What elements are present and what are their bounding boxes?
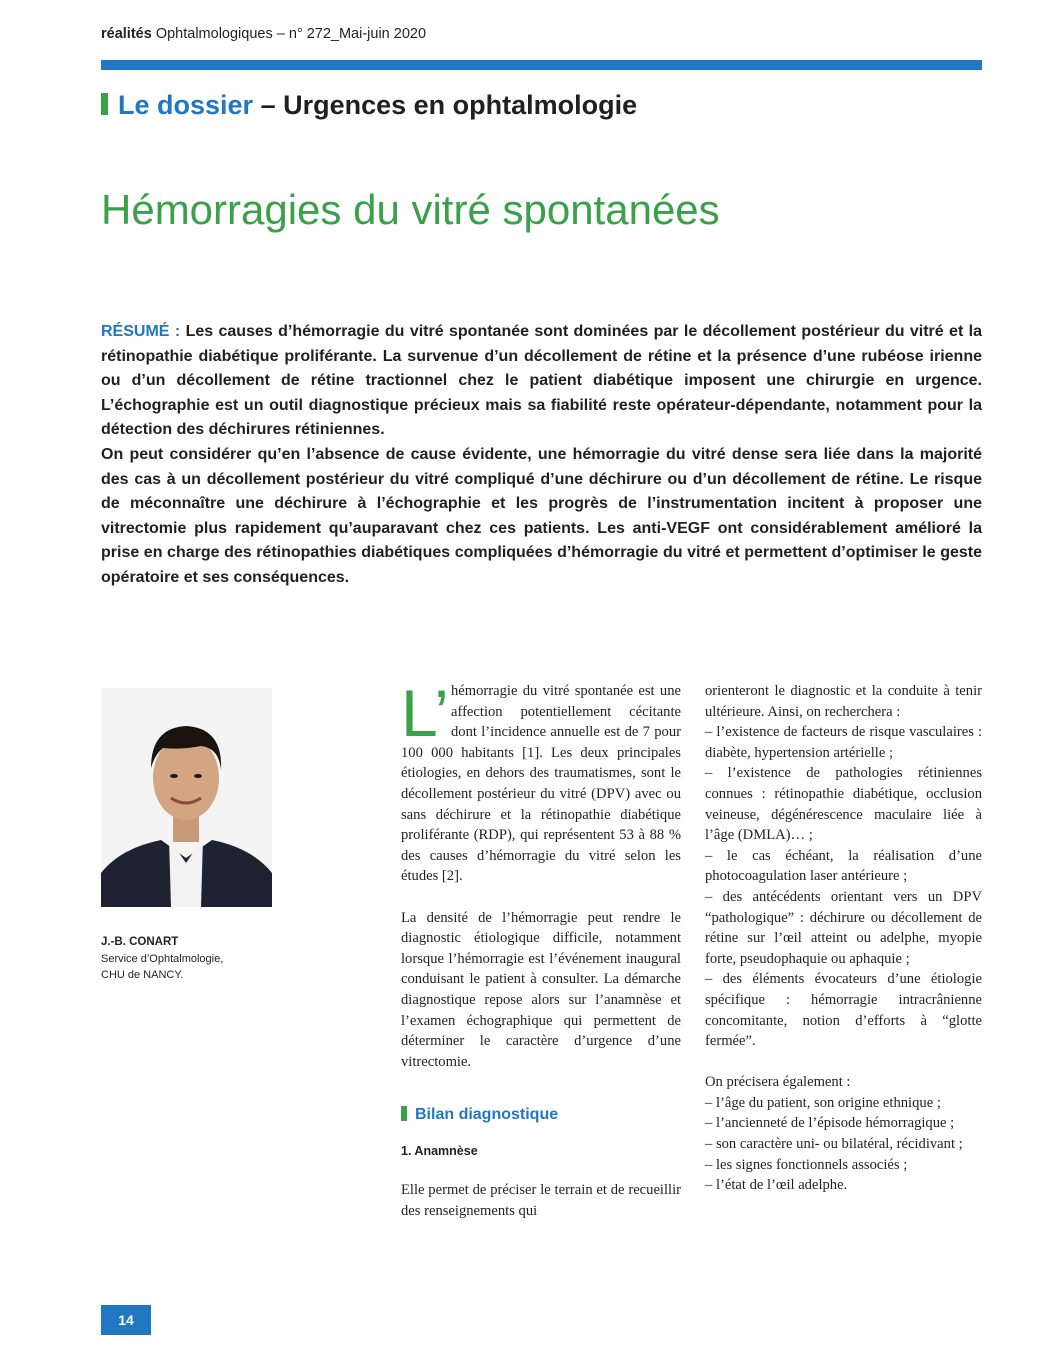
header-rule [101,60,982,70]
journal-brand: réalités [101,26,152,42]
list2-intro: On précisera également : [705,1074,851,1091]
list-item: – l’âge du patient, son origine ethnique ; [705,1094,941,1111]
section-title-text: Bilan diagnostique [415,1105,559,1123]
drop-cap: L’ [401,676,449,750]
section-heading [101,90,637,121]
list-item: – l’existence de pathologies rétiniennes connues : rétinopathie diabétique, occlusion veineuse, dégénérescence maculaire liée à l’âge (DMLA)… ; [705,765,982,844]
article-title: Hémorragies du vitré spontanées [101,186,720,233]
body-para-1 [401,676,681,887]
abstract-para-2: On peut considérer qu’en l’absence de cause évidente, une hémorragie du vitré dense sera liée dans la majorité des cas à un décollement postérieur du vitré compliqué d’une déchirure ou d’un décollement de rétine. Le risque de méconnaître une déchirure à l’échographie et les progrès de l’instrumentation incitent à proposer une vitrectomie plus rapidement qu’auparavant chez ces patients. Les anti-VEGF ont considérablement amélioré la prise en charge des rétinopathies diabétiques compliquées d’hémorragie du vitré et permettent d’optimiser le geste opératoire et ses conséquences. [101,445,982,586]
body-para-2: La densité de l’hémorragie peut rendre le diagnostic étiologique difficile, notamment lorsque l’hémorragie est l’événement inaugural conduisant le patient à consulter. La démarche diagnostique repose alors sur l’anamnèse et l’examen échographique qui permettent de déterminer le caractère d’urgence d’une vitrectomie. [401,909,681,1070]
running-head [101,26,426,42]
body-para-1-text: hémorragie du vitré spontanée est une affection potentiellement cécitante dont l’incidence annuelle est de 7 pour 100 000 habitants [1]. Les deux principales étiologies, en dehors des traumatismes, sont le décollement postérieur du vitré (DPV) avec ou sans déchirure et la rétinopathie diabétique proliférante (RDP), qui représentent 53 à 88 % des causes d’hémorragie du vitré selon les études [2]. [401,683,681,885]
list-item: – l’existence de facteurs de risque vasculaires : diabète, hypertension artérielle ; [705,724,982,761]
section-title [401,1105,681,1126]
author-name: J.-B. CONART [101,936,179,948]
section-title-marker [401,1106,407,1121]
affiliation-line-2: CHU de NANCY. [101,968,184,981]
body-column-1 [401,676,681,1221]
author-photo [101,688,272,907]
abstract-para-1 [101,320,982,443]
subsection-title: 1. Anamnèse [401,1144,478,1159]
body-column-2 [705,681,982,1196]
section-label: Le dossier [118,90,254,120]
body-para-3: Elle permet de préciser le terrain et de recueillir des renseignements qui [401,1182,681,1219]
list-item: – l’état de l’œil adelphe. [705,1177,848,1194]
affiliation-line-1: Service d’Ophtalmologie, [101,953,224,965]
author-portrait-image [101,688,272,907]
journal-issue: Ophtalmologiques – n° 272_Mai-juin 2020 [151,26,427,42]
list-item: – le cas échéant, la réalisation d’une photocoagulation laser antérieure ; [705,847,982,885]
list-item: – l’ancienneté de l’épisode hémorragique ; [705,1115,955,1132]
list-item: – des éléments évocateurs d’une étiologie spécifique : hémorragie intracrânienne concomitante, notion d’efforts à “glotte fermée”. [705,971,982,1050]
list-item: – son caractère uni- ou bilatéral, récidivant ; [705,1136,963,1153]
abstract-label: RÉSUMÉ : [101,323,181,340]
abstract-text-1: Les causes d’hémorragie du vitré spontanée sont dominées par le décollement postérieur du vitré et la rétinopathie diabétique proliférante. La survenue d’un décollement de rétine et la présence d’une rubéose irienne ou d’un décollement de rétine tractionnel chez le patient diabétique imposent une chirurgie en urgence. L’échographie est un outil diagnostique précieux mais sa fiabilité reste opérateur-dépendante, notamment pour la détection des déchirures rétiniennes. [101,323,983,439]
section-marker [101,93,108,115]
page-number: 14 [101,1305,151,1335]
abstract [101,320,982,591]
list-item: – les signes fonctionnels associés ; [705,1156,908,1173]
author-affiliation [101,952,261,983]
list-item: – des antécédents orientant vers un DPV “pathologique” : déchirure ou décollement de rétine sur l’œil atteint ou adelphe, myopie forte, pseudophaquie ou aphaquie ; [705,888,982,967]
col2-intro: orienteront le diagnostic et la conduite à tenir ultérieure. Ainsi, on recherchera : [705,683,982,720]
section-topic: – Urgences en ophtalmologie [253,90,638,120]
